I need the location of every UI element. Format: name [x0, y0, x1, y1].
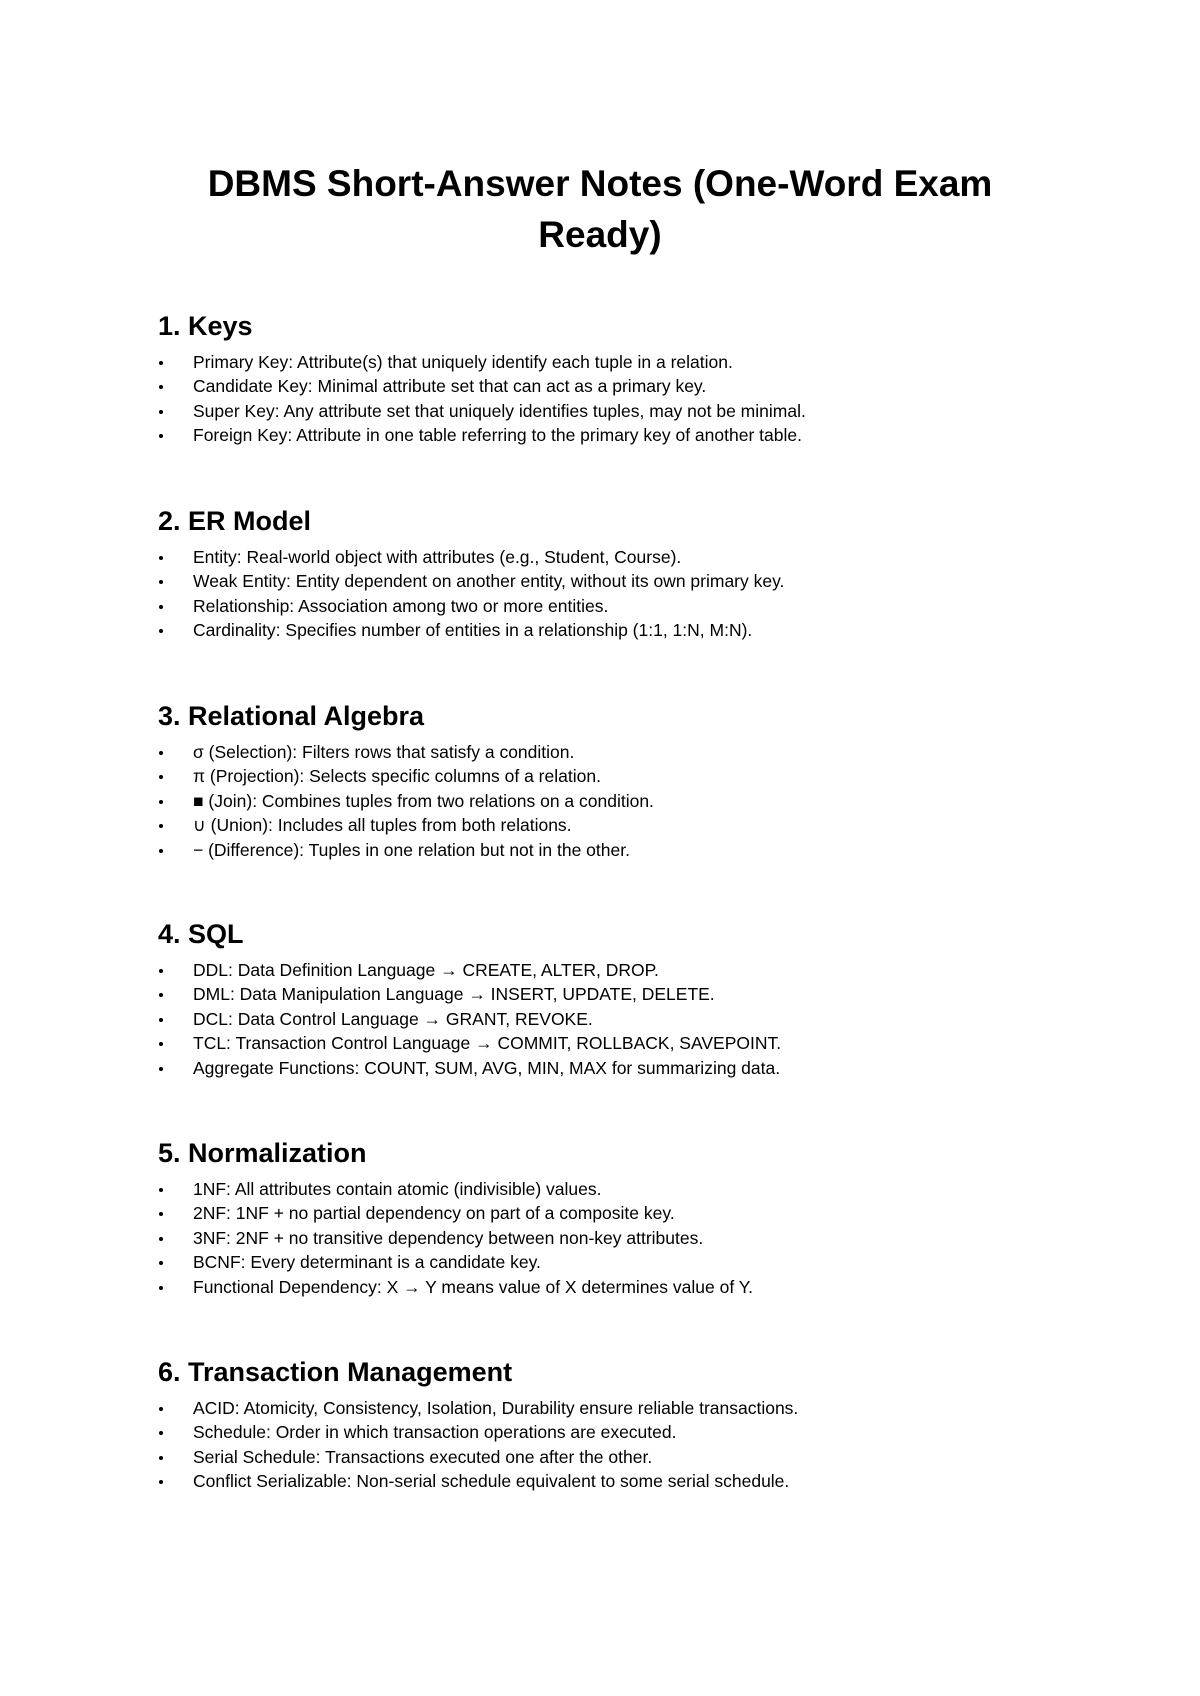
- list-item: Candidate Key: Minimal attribute set that can act as a primary key.: [158, 374, 1058, 398]
- list-item: DDL: Data Definition Language → CREATE, ALTER, DROP.: [158, 958, 1058, 982]
- list-item: ∪ (Union): Includes all tuples from both relations.: [158, 813, 1058, 837]
- section-heading: 1. Keys: [158, 311, 253, 341]
- list-item: DCL: Data Control Language → GRANT, REVOKE.: [158, 1007, 1058, 1031]
- list-item: σ (Selection): Filters rows that satisfy a condition.: [158, 740, 1058, 764]
- list-item: Functional Dependency: X → Y means value of X determines value of Y.: [158, 1275, 1058, 1299]
- section-transaction-management: [158, 1355, 1058, 1494]
- list-item: 2NF: 1NF + no partial dependency on part of a composite key.: [158, 1201, 1058, 1225]
- list-item: TCL: Transaction Control Language → COMMIT, ROLLBACK, SAVEPOINT.: [158, 1031, 1058, 1055]
- list-item: Entity: Real-world object with attributes (e.g., Student, Course).: [158, 545, 1058, 569]
- list-item: Weak Entity: Entity dependent on another entity, without its own primary key.: [158, 569, 1058, 593]
- bullet-list: [158, 958, 1058, 1080]
- section-heading: 6. Transaction Management: [158, 1357, 513, 1387]
- section-sql: [158, 917, 1058, 1080]
- list-item: 1NF: All attributes contain atomic (indivisible) values.: [158, 1177, 1058, 1201]
- bullet-list: [158, 545, 1058, 643]
- list-item: Foreign Key: Attribute in one table referring to the primary key of another table.: [158, 423, 1058, 447]
- list-item: Cardinality: Specifies number of entities in a relationship (1:1, 1:N, M:N).: [158, 618, 1058, 642]
- list-item: − (Difference): Tuples in one relation but not in the other.: [158, 838, 1058, 862]
- page-title: DBMS Short-Answer Notes (One-Word Exam Ready): [207, 163, 993, 255]
- list-item: DML: Data Manipulation Language → INSERT, UPDATE, DELETE.: [158, 982, 1058, 1006]
- list-item: Conflict Serializable: Non-serial schedule equivalent to some serial schedule.: [158, 1469, 1058, 1493]
- section-heading: 4. SQL: [158, 919, 244, 949]
- list-item: Primary Key: Attribute(s) that uniquely identify each tuple in a relation.: [158, 350, 1058, 374]
- list-item: Aggregate Functions: COUNT, SUM, AVG, MIN, MAX for summarizing data.: [158, 1056, 1058, 1080]
- list-item: Serial Schedule: Transactions executed one after the other.: [158, 1445, 1058, 1469]
- section-keys: [158, 309, 1058, 448]
- bullet-list: [158, 350, 1058, 448]
- section-er-model: [158, 504, 1058, 643]
- list-item: BCNF: Every determinant is a candidate key.: [158, 1250, 1058, 1274]
- bullet-list: [158, 1177, 1058, 1299]
- bullet-list: [158, 1396, 1058, 1494]
- section-normalization: [158, 1136, 1058, 1299]
- section-heading: 3. Relational Algebra: [158, 701, 425, 731]
- list-item: Schedule: Order in which transaction operations are executed.: [158, 1420, 1058, 1444]
- list-item: 3NF: 2NF + no transitive dependency between non-key attributes.: [158, 1226, 1058, 1250]
- list-item: ■ (Join): Combines tuples from two relations on a condition.: [158, 789, 1058, 813]
- list-item: ACID: Atomicity, Consistency, Isolation, Durability ensure reliable transactions.: [158, 1396, 1058, 1420]
- bullet-list: [158, 740, 1058, 862]
- section-heading: 5. Normalization: [158, 1138, 367, 1168]
- list-item: Super Key: Any attribute set that uniquely identifies tuples, may not be minimal.: [158, 399, 1058, 423]
- list-item: π (Projection): Selects specific columns of a relation.: [158, 764, 1058, 788]
- list-item: Relationship: Association among two or more entities.: [158, 594, 1058, 618]
- section-heading: 2. ER Model: [158, 506, 312, 536]
- section-relational-algebra: [158, 699, 1058, 862]
